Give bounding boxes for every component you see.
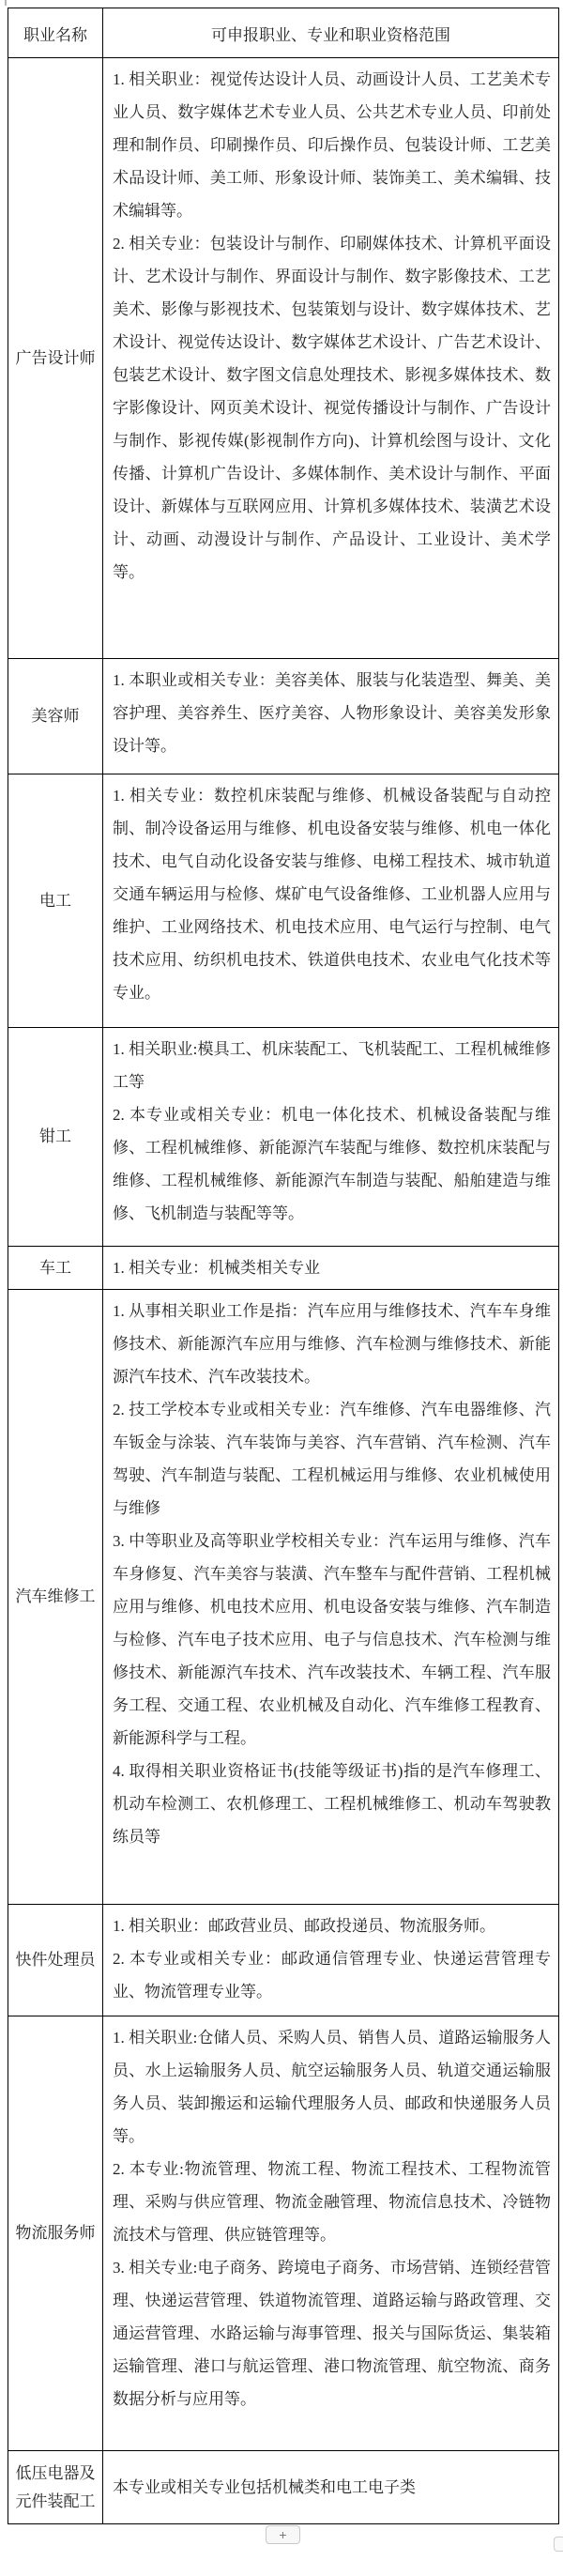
scope-paragraph: 1. 相关职业:模具工、机床装配工、飞机装配工、工程机械维修工等 — [113, 1040, 551, 1091]
header-scope: 可申报职业、专业和职业资格范围 — [103, 8, 559, 58]
scope-cell — [103, 1905, 559, 2016]
scope-paragraph: 2. 本专业:物流管理、物流工程、物流工程技术、工程物流管理、采购与供应管理、物流金融管理、物流信息技术、冷链物流技术与管理、供应链管理等。 — [113, 2160, 551, 2244]
table-row — [8, 2451, 559, 2524]
scope-cell — [103, 1247, 559, 1290]
table-row — [8, 1290, 559, 1905]
table-header-row — [8, 8, 559, 58]
scope-paragraph: 2. 技工学校本专业或相关专业：汽车维修、汽车电器维修、汽车钣金与涂装、汽车装饰与美容、汽车营销、汽车检测、汽车驾驶、汽车制造与装配、工程机械运用与维修、农业机械使用与维修 — [113, 1401, 551, 1517]
scope-paragraph: 1. 相关职业:仓储人员、采购人员、销售人员、道路运输服务人员、水上运输服务人员、航空运输服务人员、轨道交通运输服务人员、装卸搬运和运输代理服务人员、邮政和快递服务人员等。 — [113, 2029, 551, 2145]
scope-cell — [103, 774, 559, 1028]
scope-paragraph: 2. 本专业或相关专业：邮政通信管理专业、快递运营管理专业、物流管理专业等。 — [113, 1950, 551, 2001]
top-edge-artifact — [5, 0, 7, 6]
scope-cell — [103, 2451, 559, 2524]
scope-paragraph: 1. 相关专业：机械类相关专业 — [113, 1259, 320, 1277]
scope-paragraph: 2. 相关专业：包装设计与制作、印刷媒体技术、计算机平面设计、艺术设计与制作、界面设计与制作、数字影像技术、工艺美术、影像与影视技术、包装策划与设计、数字媒体技术、艺术设计、视觉传达设计、数字媒体艺术设计、广告艺术设计、包装艺术设计、数字图文信息处理技术、影视多媒体技术、数字影像设计、网页美术设计、视觉传播设计与制作、广告设计与制作、影视传媒(影视制作方向)、计算机绘图与设计、文化传播、计算机广告设计、多媒体制作、美术设计与制作、平面设计、新媒体与互联网应用、计算机多媒体技术、装潢艺术设计、动画、动漫设计与制作、产品设计、工业设计、美术学等。 — [113, 235, 551, 581]
partial-add-button-right[interactable] — [554, 2537, 563, 2552]
scope-cell — [103, 2016, 559, 2451]
scope-paragraph: 1. 本职业或相关专业：美容美体、服装与化装造型、舞美、美容护理、美容养生、医疗美容、人物形象设计、美容美发形象设计等。 — [113, 671, 551, 755]
occupation-name: 低压电器及元件装配工 — [8, 2451, 103, 2524]
occupation-name: 钳工 — [8, 1028, 103, 1247]
occupation-name: 美容师 — [8, 659, 103, 774]
scope-paragraph: 本专业或相关专业包括机械类和电工电子类 — [113, 2478, 416, 2496]
occupation-name: 快件处理员 — [8, 1905, 103, 2016]
scope-paragraph: 3. 相关专业:电子商务、跨境电子商务、市场营销、连锁经营管理、快递运营管理、铁道物流管理、道路运输与路政管理、交通运营管理、水路运输与海事管理、报关与国际货运、集装箱运输管理、港口与航运管理、港口物流管理、航空物流、商务数据分析与应用等。 — [113, 2259, 551, 2408]
table-row — [8, 58, 559, 659]
occupation-name: 电工 — [8, 774, 103, 1028]
occupation-name: 汽车维修工 — [8, 1290, 103, 1905]
qualification-table — [8, 8, 559, 2524]
table-row — [8, 659, 559, 774]
scope-paragraph: 1. 从事相关职业工作是指：汽车应用与维修技术、汽车车身维修技术、新能源汽车应用与维修、汽车检测与维修技术、新能源汽车技术、汽车改装技术。 — [113, 1302, 551, 1386]
scope-paragraph: 1. 相关专业：数控机床装配与维修、机械设备装配与自动控制、制冷设备运用与维修、机电设备安装与维修、机电一体化技术、电气自动化设备安装与维修、电梯工程技术、城市轨道交通车辆运用与检修、煤矿电气设备维修、工业机器人应用与维护、工业网络技术、机电技术应用、电气运行与控制、电气技术应用、纺织机电技术、铁道供电技术、农业电气化技术等专业。 — [113, 787, 551, 1002]
scope-paragraph: 1. 相关职业：视觉传达设计人员、动画设计人员、工艺美术专业人员、数字媒体艺术专业人员、公共艺术专业人员、印前处理和制作员、印刷操作员、印后操作员、包装设计师、工艺美术品设计师、美工师、形象设计师、装饰美工、美术编辑、技术编辑等。 — [113, 70, 551, 220]
scope-cell — [103, 1028, 559, 1247]
header-occupation-name: 职业名称 — [8, 8, 103, 58]
scope-paragraph: 2. 本专业或相关专业：机电一体化技术、机械设备装配与维修、工程机械维修、新能源汽车装配与维修、数控机床装配与维修、工程机械维修、新能源汽车制造与装配、船舶建造与维修、飞机制造与装配等等。 — [113, 1106, 551, 1222]
scope-cell — [103, 1290, 559, 1905]
below-table-row — [8, 2525, 558, 2548]
scope-paragraph: 3. 中等职业及高等职业学校相关专业：汽车运用与维修、汽车车身修复、汽车美容与装潢、汽车整车与配件营销、工程机械应用与维修、机电技术应用、机电设备安装与维修、汽车制造与检修、汽车电子技术应用、电子与信息技术、汽车检测与维修技术、新能源汽车技术、汽车改装技术、车辆工程、汽车服务工程、交通工程、农业机械及自动化、汽车维修工程教育、新能源科学与工程。 — [113, 1532, 551, 1747]
occupation-name: 车工 — [8, 1247, 103, 1290]
table-row — [8, 774, 559, 1028]
occupation-name: 物流服务师 — [8, 2016, 103, 2451]
add-button[interactable]: + — [266, 2525, 300, 2544]
scope-cell — [103, 58, 559, 659]
table-row — [8, 1905, 559, 2016]
scope-paragraph: 4. 取得相关职业资格证书(技能等级证书)指的是汽车修理工、机动车检测工、农机修理工、工程机械维修工、机动车驾驶教练员等 — [113, 1762, 551, 1846]
table-row — [8, 1247, 559, 1290]
scope-paragraph: 1. 相关职业：邮政营业员、邮政投递员、物流服务师。 — [113, 1917, 495, 1935]
occupation-name: 广告设计师 — [8, 58, 103, 659]
scope-cell — [103, 659, 559, 774]
table-row — [8, 2016, 559, 2451]
table-row — [8, 1028, 559, 1247]
